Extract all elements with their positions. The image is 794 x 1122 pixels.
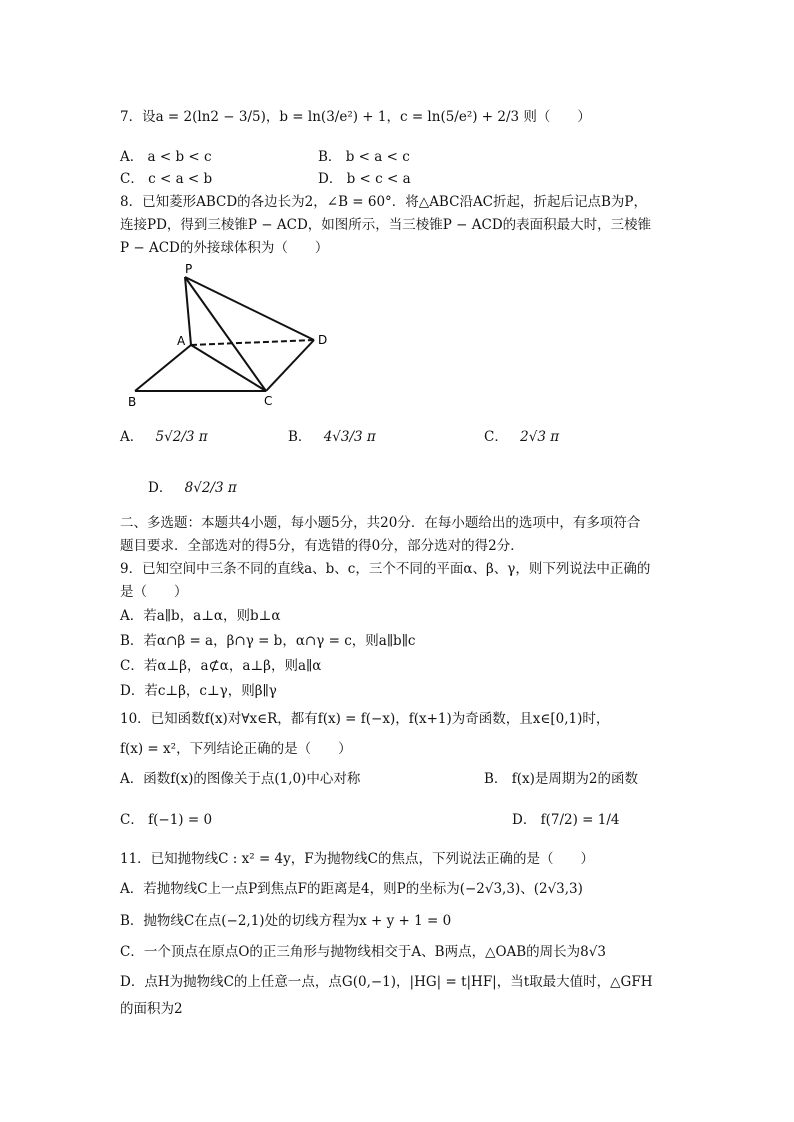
tetrahedron-figure <box>128 263 338 408</box>
q8-option-a-value: 5√2/3 π <box>155 429 208 445</box>
q11-option-a: A．若抛物线C上一点P到焦点F的距离是4，则P的坐标为(−2√3,3)、(2√3,3) <box>120 881 583 897</box>
edge-pa <box>185 277 191 345</box>
q11-option-d-continued: 的面积为2 <box>120 1001 183 1017</box>
q8-option-b-value: 4√3/3 π <box>323 429 376 445</box>
label-a: A <box>177 334 186 348</box>
q8-option-c-value: 2√3 π <box>520 429 560 445</box>
q10-stem-line-1: 10．已知函数f(x)对∀x∈R，都有f(x) = f(−x)，f(x+1)为奇函数，且x∈[0,1)时， <box>120 711 610 727</box>
edge-ad-dashed <box>191 340 314 345</box>
q10-option-d: D． f(7/2) = 1/4 <box>512 812 620 828</box>
label-b: B <box>128 395 137 408</box>
q8-option-a-letter: A． <box>120 429 144 445</box>
q8-option-c-letter: C． <box>484 429 508 445</box>
section-2-line-1: 二、多选题：本题共4小题，每小题5分，共20分．在每小题给出的选项中，有多项符合 <box>120 515 641 531</box>
edge-ab <box>135 345 191 391</box>
label-c: C <box>264 394 273 408</box>
q7-option-d: D． b < c < a <box>318 171 411 187</box>
q9-option-a: A．若a∥b，a⊥α，则b⊥α <box>120 608 281 624</box>
q8-stem-line-2: 连接PD，得到三棱锥P − ACD，如图所示，当三棱锥P − ACD的表面积最大时，三棱锥 <box>120 217 652 233</box>
q10-stem-line-2: f(x) = x²，下列结论正确的是（ ） <box>120 741 352 757</box>
q11-option-d: D．点H为抛物线C的上任意一点，点G(0,−1)，|HG| = t|HF|，当t取最大值时，△GFH <box>120 974 653 990</box>
q9-option-d: D．若c⊥β，c⊥γ，则β∥γ <box>120 683 277 699</box>
q7-option-a: A． a < b < c <box>120 149 212 165</box>
edge-pc <box>185 277 266 391</box>
label-p: P <box>185 263 193 276</box>
q9-stem-line-1: 9．已知空间中三条不同的直线a、b、c，三个不同的平面α、β、γ，则下列说法中正确的 <box>120 561 651 577</box>
q9-option-c: C．若α⊥β，a⊄α，a⊥β，则a∥α <box>120 658 322 674</box>
q9-option-b: B．若α∩β = a，β∩γ = b，α∩γ = c，则a∥b∥c <box>120 633 416 649</box>
q8-stem-line-1: 8．已知菱形ABCD的各边长为2，∠B = 60°．将△ABC沿AC折起，折起后记点B为P， <box>120 194 648 210</box>
q11-stem: 11．已知抛物线C : x² = 4y，F为抛物线C的焦点，下列说法正确的是（ ） <box>120 851 594 867</box>
label-d: D <box>318 333 328 347</box>
q8-option-d-value: 8√2/3 π <box>184 480 237 496</box>
q7-stem: 7．设a = 2(ln2 − 3/5)，b = ln(3/e²) + 1，c = ln(5/e²) + 2/3 则（ ） <box>120 109 591 125</box>
q7-option-c: C． c < a < b <box>120 171 213 187</box>
q10-option-c: C． f(−1) = 0 <box>120 812 213 828</box>
q10-option-b: B． f(x)是周期为2的函数 <box>484 771 638 787</box>
q8-option-a <box>120 428 208 446</box>
q8-option-b <box>288 428 376 446</box>
q8-option-d-letter: D． <box>148 480 173 496</box>
q8-option-d <box>148 479 237 497</box>
q7-option-b: B． b < a < c <box>318 149 410 165</box>
section-2-line-2: 题目要求．全部选对的得5分，有选错的得0分，部分选对的得2分． <box>120 538 524 554</box>
q9-stem-line-2: 是（ ） <box>120 584 188 600</box>
q11-option-c: C．一个顶点在原点O的正三角形与抛物线相交于A、B两点，△OAB的周长为8√3 <box>120 944 606 960</box>
q10-option-a: A．函数f(x)的图像关于点(1,0)中心对称 <box>120 771 361 787</box>
q8-stem-line-3: P − ACD的外接球体积为（ ） <box>120 240 329 256</box>
edge-cd <box>266 340 314 391</box>
edge-ac <box>191 345 266 391</box>
q8-option-c <box>484 428 559 446</box>
q8-option-b-letter: B． <box>288 429 312 445</box>
edge-pd <box>185 277 314 340</box>
q11-option-b: B．抛物线C在点(−2,1)处的切线方程为x + y + 1 = 0 <box>120 913 452 929</box>
